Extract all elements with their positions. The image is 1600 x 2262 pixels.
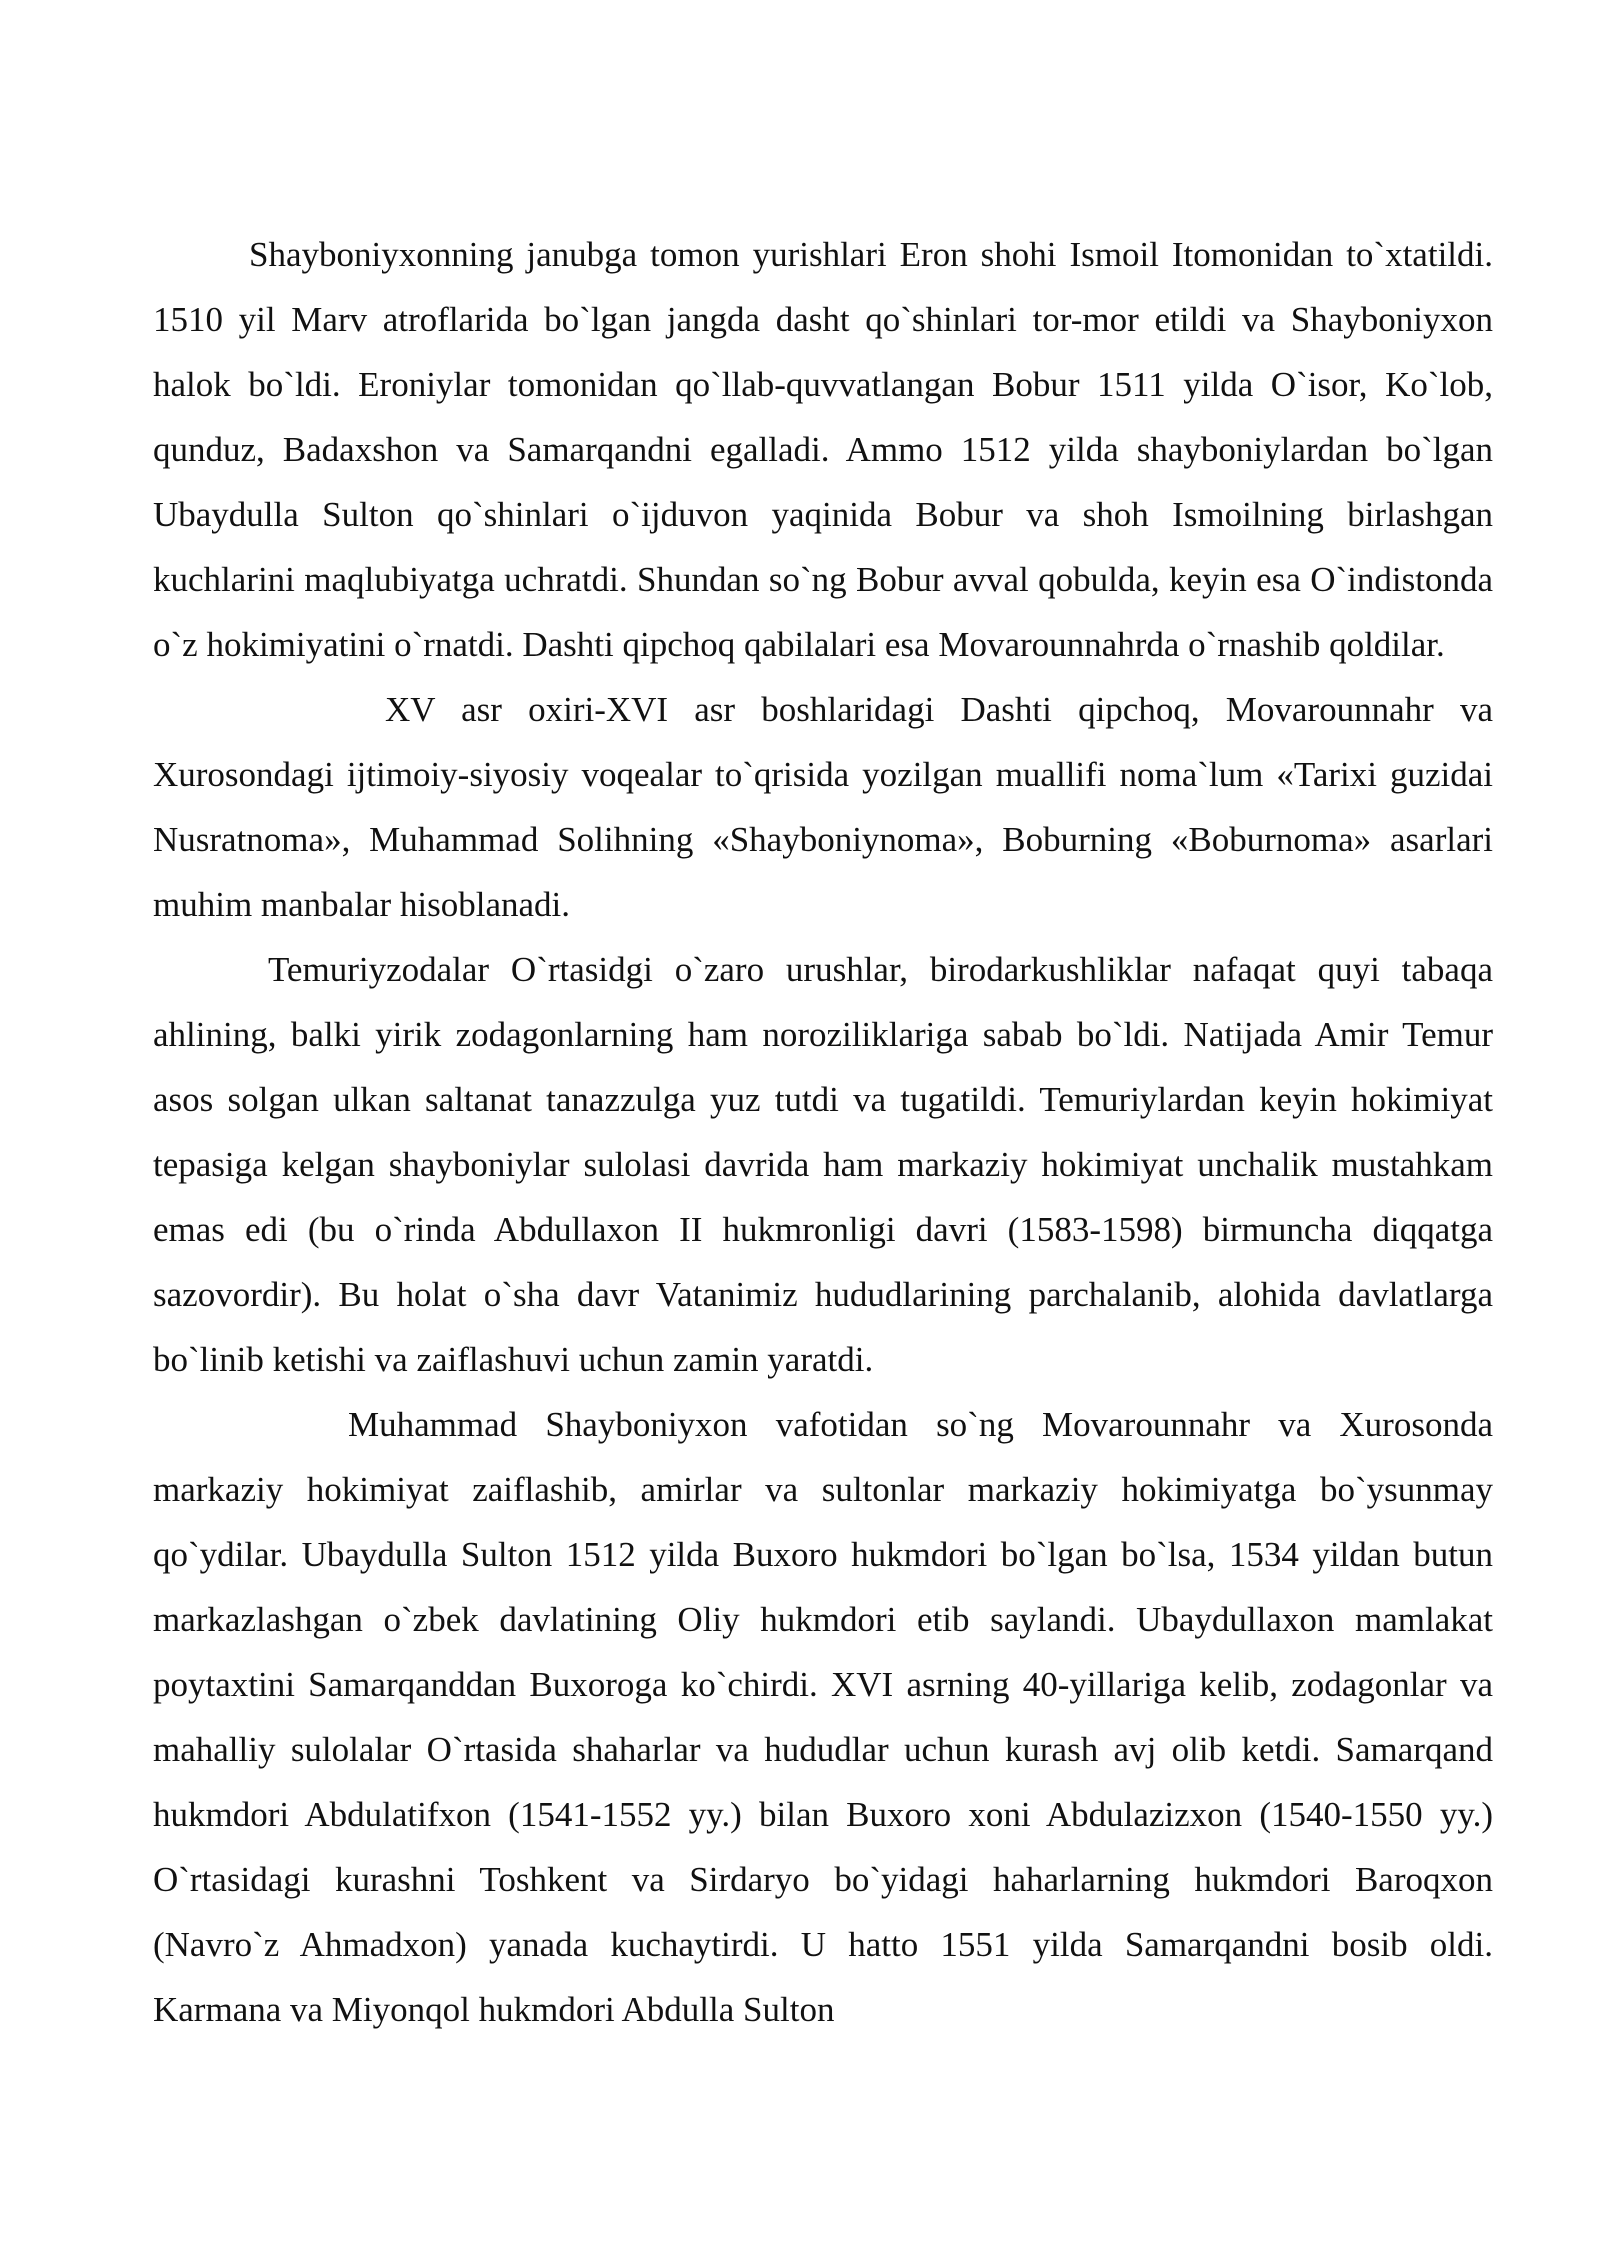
paragraph-historical-sources: XV asr oxiri-XVI asr boshlaridagi Dashti qipchoq, Movarounnahr va Xurosondagi ijtimoiy-siyosiy voqealar to`qrisida yozilgan muallifi noma`lum «Tarixi guzidai Nusratnoma», Muhammad Solihning «Shayboniynoma», Boburning «Boburnoma» asarlari muhim manbalar hisoblanadi. — [153, 690, 1493, 924]
document-page — [153, 222, 1493, 2042]
paragraph-shayboniyxon-campaigns: Shayboniyxonning janubga tomon yurishlari Eron shohi Ismoil Itomonidan to`xtatildi. 1510 yil Marv atroflarida bo`lgan jangda dasht qo`shinlari tor-mor etildi va Shayboniyxon halok bo`ldi. Eroniylar tomonidan qo`llab-quvvatlangan Bobur 1511 yilda O`isor, Ko`lob, qunduz, Badaxshon va Samarqandni egalladi. Ammo 1512 yilda shayboniylardan bo`lgan Ubaydulla Sulton qo`shinlari o`ijduvon yaqinida Bobur va shoh Ismoilning birlashgan kuchlarini maqlubiyatga uchratdi. Shundan so`ng Bobur avval qobulda, keyin esa O`indistonda o`z hokimiyatini o`rnatdi. Dashti qipchoq qabilalari esa Movarounnahrda o`rnashib qoldilar. — [153, 235, 1493, 664]
paragraph-temurid-decline: Temuriyzodalar O`rtasidgi o`zaro urushlar, birodarkushliklar nafaqat quyi tabaqa ahlining, balki yirik zodagonlarning ham noroziliklariga sabab bo`ldi. Natijada Amir Temur asos solgan ulkan saltanat tanazzulga yuz tutdi va tugatildi. Temuriylardan keyin hokimiyat tepasiga kelgan shayboniylar sulolasi davrida ham markaziy hokimiyat unchalik mustahkam emas edi (bu o`rinda Abdullaxon II hukmronligi davri (1583-1598) birmuncha diqqatga sazovordir). Bu holat o`sha davr Vatanimiz hududlarining parchalanib, alohida davlatlarga bo`linib ketishi va zaiflashuvi uchun zamin yaratdi. — [153, 950, 1493, 1379]
paragraph-after-shayboniyxon: Muhammad Shayboniyxon vafotidan so`ng Movarounnahr va Xurosonda markaziy hokimiyat zaiflashib, amirlar va sultonlar markaziy hokimiyatga bo`ysunmay qo`ydilar. Ubaydulla Sulton 1512 yilda Buxoro hukmdori bo`lgan bo`lsa, 1534 yildan butun markazlashgan o`zbek davlatining Oliy hukmdori etib saylandi. Ubaydullaxon mamlakat poytaxtini Samarqanddan Buxoroga ko`chirdi. XVI asrning 40-yillariga kelib, zodagonlar va mahalliy sulolalar O`rtasida shaharlar va hududlar uchun kurash avj olib ketdi. Samarqand hukmdori Abdulatifxon (1541-1552 yy.) bilan Buxoro xoni Abdulazizxon (1540-1550 yy.) O`rtasidagi kurashni Toshkent va Sirdaryo bo`yidagi haharlarning hukmdori Baroqxon (Navro`z Ahmadxon) yanada kuchaytirdi. U hatto 1551 yilda Samarqandni bosib oldi. Karmana va Miyonqol hukmdori Abdulla Sulton — [153, 1405, 1493, 2029]
